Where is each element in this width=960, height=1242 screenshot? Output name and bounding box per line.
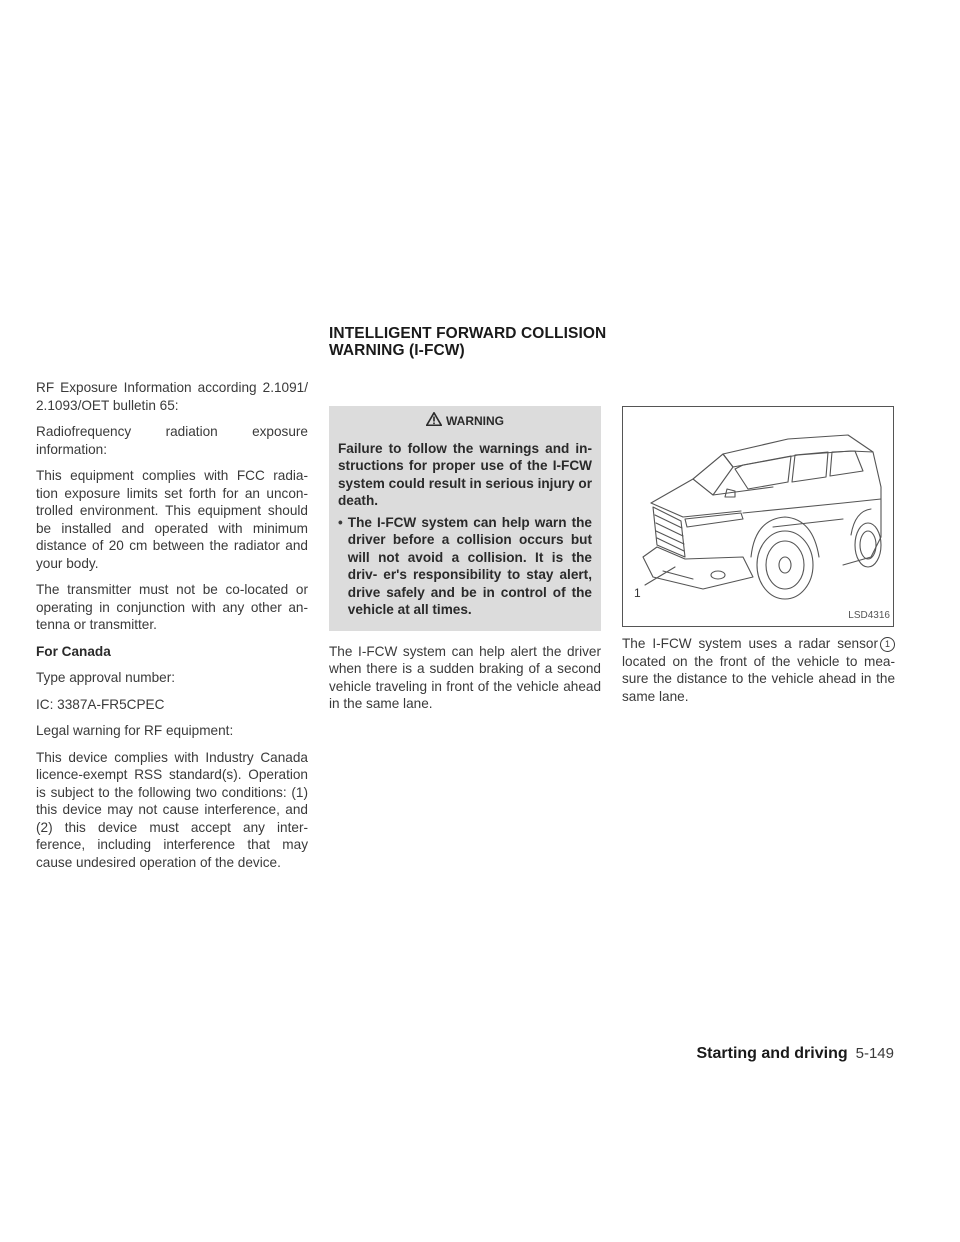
radar-text-after: located on the front of the vehicle to mea- sure the distance to the vehicle ahead in the same lane. <box>622 653 895 704</box>
transmitter-paragraph: The transmitter must not be co-located or operating in conjunction with any other an- tenna or transmitter. <box>36 582 308 632</box>
radiofrequency-paragraph: Radiofrequency radiation exposure information: <box>36 424 308 457</box>
fcc-compliance-paragraph: This equipment complies with FCC radia- tion exposure limits set forth for an uncon- trolled environment. This equipment should be installed and operated with minimum distance of 20 cm between the radiator and your body. <box>36 468 308 571</box>
warning-bullet-text: The I-FCW system can help warn the driver before a collision occurs but will not avoid a collision. It is the driv- er's responsibility to stay alert, drive safely and be in control of the vehicle at all times. <box>347 514 592 617</box>
circled-number-icon: 1 <box>880 637 895 652</box>
warning-box <box>329 406 601 631</box>
warning-bullet <box>338 514 592 623</box>
column-right <box>622 406 895 714</box>
alert-description-paragraph: The I-FCW system can help alert the driver when there is a sudden braking of a second vehicle traveling in front of the vehicle ahead in the same lane. <box>329 643 601 711</box>
vehicle-illustration <box>623 407 893 626</box>
radar-sensor-paragraph <box>622 635 895 705</box>
section-title <box>329 325 629 359</box>
vehicle-figure <box>622 406 894 627</box>
figure-code: LSD4316 <box>848 609 890 621</box>
column-left <box>36 379 308 880</box>
column-middle <box>329 406 601 722</box>
section-title-line1: INTELLIGENT FORWARD COLLISION <box>329 325 607 342</box>
footer-chapter-title: Starting and driving <box>696 1045 848 1062</box>
page-footer <box>697 1045 895 1063</box>
ic-number-paragraph: IC: 3387A-FR5CPEC <box>36 696 165 712</box>
warning-header <box>338 412 592 432</box>
radar-text-before: The I-FCW system uses a radar sensor <box>622 636 878 651</box>
callout-number: 1 <box>634 586 641 600</box>
warning-label: WARNING <box>446 414 504 428</box>
rf-exposure-paragraph: RF Exposure Information according 2.1091/ 2.1093/OET bulletin 65: <box>36 380 308 413</box>
warning-main-text: Failure to follow the warnings and in- structions for proper use of the I-FCW system could result in serious injury or death. <box>338 440 592 508</box>
canada-heading: For Canada <box>36 643 111 659</box>
type-approval-paragraph: Type approval number: <box>36 670 176 685</box>
industry-canada-paragraph: This device complies with Industry Canada licence-exempt RSS standard(s). Operation is subject to the following two conditions: (1) this device may not cause interference, and (2) this device must accept any inter- ference, including interference that may cause undesired operation of the device. <box>36 749 308 870</box>
warning-triangle-icon <box>426 412 442 432</box>
section-title-line2: WARNING (I-FCW) <box>329 342 465 359</box>
bullet-symbol: • <box>338 514 343 530</box>
footer-page-number: 5-149 <box>855 1045 894 1062</box>
legal-warning-paragraph: Legal warning for RF equipment: <box>36 723 234 738</box>
